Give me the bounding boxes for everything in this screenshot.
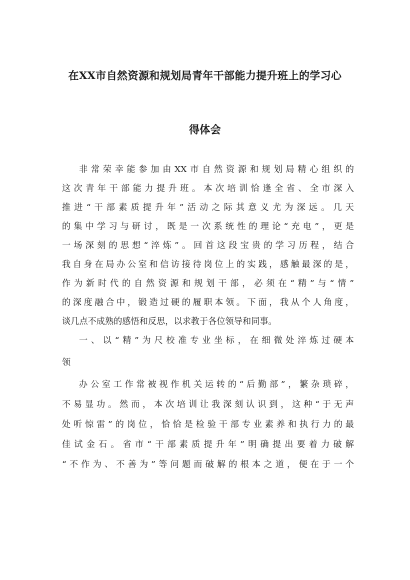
paragraph-2-line: 办公室工作常被视作机关运转的“后勤部”，繁杂琐碎， bbox=[79, 380, 354, 390]
document-title-line-2: 得体会 bbox=[188, 124, 222, 136]
paragraph-2-line: 佳试金石。省市“干部素质提升年”明确提出要着力破解 bbox=[62, 440, 354, 450]
paragraph-2-line: “不作为、不善为”等问题而破解的根本之道，便在于一个 bbox=[62, 460, 354, 470]
paragraph-2-line: 不易显功。然而，本次培训让我深刻认识到，这种“于无声 bbox=[62, 400, 354, 410]
paragraph-1-line: 我自身在局办公室和信访接待岗位上的实践，感触最深的是， bbox=[62, 260, 354, 270]
paragraph-1-line: 推进“干部素质提升年”活动之际其意义尤为深远。几天 bbox=[62, 203, 354, 213]
document-title-line-1: 在XX市自然资源和规划局青年干部能力提升班上的学习心 bbox=[68, 70, 342, 82]
paragraph-1-line: 这次青年干部能力提升班。本次培训恰逢全省、全市深入 bbox=[62, 184, 354, 194]
paragraph-1-line: 谈几点不成熟的感悟和反思，以求教于各位领导和同事。 bbox=[62, 317, 277, 327]
section-heading-line: 领 bbox=[62, 358, 71, 368]
paragraph-1-line: 的深度融合中，锻造过硬的履职本领。下面，我从个人角度， bbox=[62, 298, 354, 308]
paragraph-1-line: 非常荣幸能参加由XX市自然资源和规划局精心组织的 bbox=[79, 165, 354, 175]
paragraph-1-line: 作为新时代的自然资源和规划干部，必须在“精”与“情” bbox=[62, 279, 354, 289]
paragraph-2-line: 处听惊雷”的岗位，恰恰是检验干部专业素养和执行力的最 bbox=[62, 420, 354, 430]
paragraph-1-line: 一场深刻的思想“淬炼”。回首这段宝贵的学习历程，结合 bbox=[62, 241, 354, 251]
section-heading-line: 一、以“精”为尺校准专业坐标，在细微处淬炼过硬本 bbox=[79, 336, 354, 346]
paragraph-1-line: 的集中学习与研讨，既是一次系统性的理论“充电”，更是 bbox=[62, 222, 354, 232]
